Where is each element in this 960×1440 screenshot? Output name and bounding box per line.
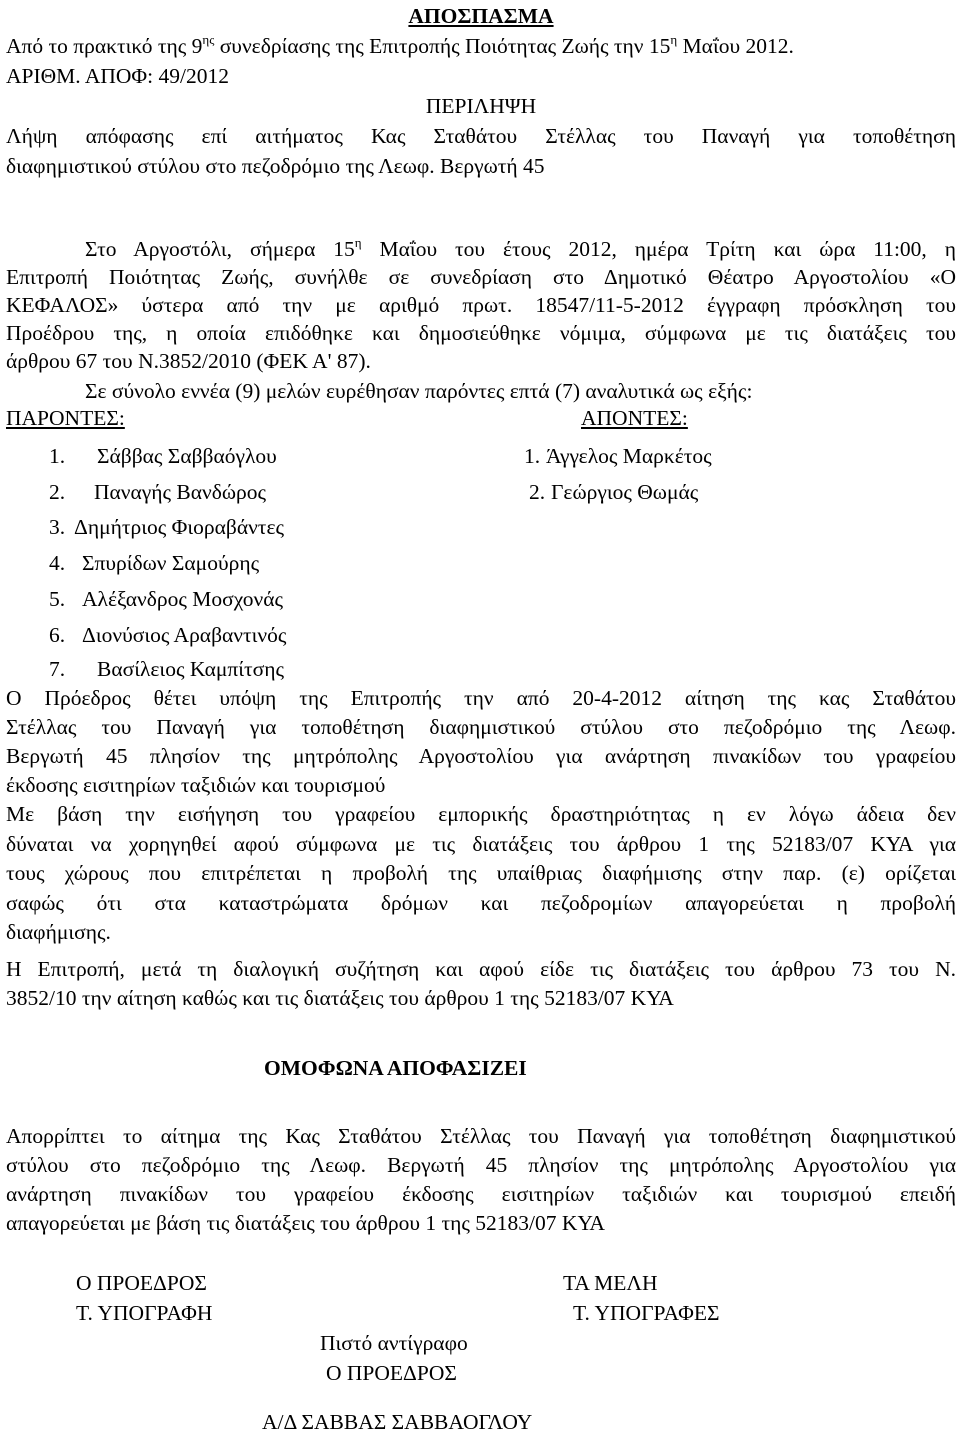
intro-line: Επιτροπή Ποιότητας Ζωής, συνήλθε σε συνεδρίαση στο Δημοτικό Θέατρο Αργοστολίου «Ο — [6, 265, 956, 289]
absent-label: ΑΠΟΝΤΕΣ: — [581, 406, 688, 430]
body-line: Βεργωτή 45 πλησίον της μητρόπολης Αργοστολίου για ανάρτηση πινακίδων του γραφείου — [6, 744, 956, 768]
body-line: Με βάση την εισήγηση του γραφείου εμπορικής δραστηριότητας η εν λόγω άδεια δεν — [6, 802, 956, 826]
body-line: διαφήμισης. — [6, 920, 111, 944]
present-member: 6. Διονύσιος Αραβαντινός — [49, 623, 287, 647]
present-member: 1. Σάββας Σαββαόγλου — [49, 444, 277, 468]
minutes-reference: Από το πρακτικό της $9^{\eta\varsigma}$ συνεδρίασης της Επιτροπής Ποιότητας Ζωής την $15^\eta$ Μαΐου 2012. — [6, 32, 794, 58]
body-line: Στέλλας του Παναγή για τοποθέτηση διαφημιστικού στύλου στο πεζοδρόμιο της Λεωφ. — [6, 715, 956, 739]
intro-line: ΚΕΦΑΛΟΣ» ύστερα από την με αριθμό πρωτ. 18547/11-5-2012 έγγραφη πρόσκληση του — [6, 293, 956, 317]
intro-line: Στο Αργοστόλι, σήμερα $15^\eta$ Μαΐου του έτους 2012, ημέρα Τρίτη και ώρα 11:00, η — [85, 235, 956, 261]
present-label: ΠΑΡΟΝΤΕΣ: — [6, 406, 125, 430]
decision-line: Απορρίπτει το αίτημα της Κας Σταθάτου Στέλλας του Παναγή για τοποθέτηση διαφημιστικού — [6, 1124, 956, 1148]
decision-line: στύλου στο πεζοδρόμιο της Λεωφ. Βεργωτή 45 πλησίον της μητρόπολης Αργοστολίου για — [6, 1153, 956, 1177]
present-member: 7. Βασίλειος Καμπίτσης — [49, 657, 285, 681]
signatory-name: Α/Δ ΣΑΒΒΑΣ ΣΑΒΒΑΟΓΛΟΥ — [262, 1410, 533, 1434]
decision-heading: ΟΜΟΦΩΝΑ ΑΠΟΦΑΣΙΖΕΙ — [264, 1056, 527, 1080]
document-title: ΑΠΟΣΠΑΣΜΑ — [408, 4, 554, 28]
body-line: έκδοσης εισιτηρίων ταξιδιών και τουρισμού — [6, 773, 386, 797]
present-member: 4. Σπυρίδων Σαμούρης — [49, 551, 260, 575]
decision-line: ανάρτηση πινακίδων του γραφείου έκδοσης εισιτηρίων ταξιδιών και τουρισμού επειδή — [6, 1182, 956, 1206]
quorum-line: Σε σύνολο εννέα (9) μελών ευρέθησαν παρόντες επτά (7) αναλυτικά ως εξής: — [85, 379, 753, 403]
chair-title: Ο ΠΡΟΕΔΡΟΣ — [76, 1271, 207, 1295]
body-line: σαφώς ότι στα καταστρώματα δρόμων και πεζοδρομίων απαγορεύεται η προβολή — [6, 891, 956, 915]
decision-number: ΑΡΙΘΜ. ΑΠΟΦ: 49/2012 — [6, 64, 229, 88]
summary-heading: ΠΕΡΙΛΗΨΗ — [425, 94, 537, 118]
members-signature-note: Τ. ΥΠΟΓΡΑΦΕΣ — [573, 1301, 720, 1325]
absent-member: 2. Γεώργιος Θωμάς — [529, 480, 699, 504]
summary-line: Λήψη απόφασης επί αιτήματος Κας Σταθάτου Στέλλας του Παναγή για τοποθέτηση — [6, 124, 956, 148]
decision-line: απαγορεύεται με βάση τις διατάξεις του άρθρου 1 της 52183/07 ΚΥΑ — [6, 1211, 605, 1235]
body-line: Ο Πρόεδρος θέτει υπόψη της Επιτροπής την από 20-4-2012 αίτηση της κας Σταθάτου — [6, 686, 956, 710]
chair-signature-note: Τ. ΥΠΟΓΡΑΦΗ — [76, 1301, 213, 1325]
body-line: δύναται να χορηγηθεί αφού σύμφωνα με τις διατάξεις του άρθρου 1 της 52183/07 ΚΥΑ για — [6, 832, 956, 856]
body-line: τους χώρους που επιτρέπεται η προβολή της υπαίθριας διαφήμισης στην παρ. (ε) ορίζεται — [6, 861, 956, 885]
body-line: 3852/10 την αίτηση καθώς και τις διατάξεις του άρθρου 1 της 52183/07 ΚΥΑ — [6, 986, 674, 1010]
true-copy-label: Πιστό αντίγραφο — [320, 1331, 468, 1355]
intro-line: άρθρου 67 του Ν.3852/2010 (ΦΕΚ Α' 87). — [6, 349, 371, 373]
intro-line: Προέδρου της, η οποία επιδόθηκε και δημοσιεύθηκε νόμιμα, σύμφωνα με τις διατάξεις του — [6, 321, 956, 345]
members-title: ΤΑ ΜΕΛΗ — [563, 1271, 658, 1295]
present-member: 3. Δημήτριος Φιοραβάντες — [49, 515, 284, 539]
present-member: 5. Αλέξανδρος Μοσχονάς — [49, 587, 284, 611]
true-copy-chair: Ο ΠΡΟΕΔΡΟΣ — [326, 1361, 457, 1385]
summary-line: διαφημιστικού στύλου στο πεζοδρόμιο της Λεωφ. Βεργωτή 45 — [6, 154, 545, 178]
absent-member: 1. Άγγελος Μαρκέτος — [524, 444, 712, 468]
body-line: Η Επιτροπή, μετά τη διαλογική συζήτηση και αφού είδε τις διατάξεις του άρθρου 73 του Ν. — [6, 957, 956, 981]
present-member: 2. Παναγής Βανδώρος — [49, 480, 267, 504]
